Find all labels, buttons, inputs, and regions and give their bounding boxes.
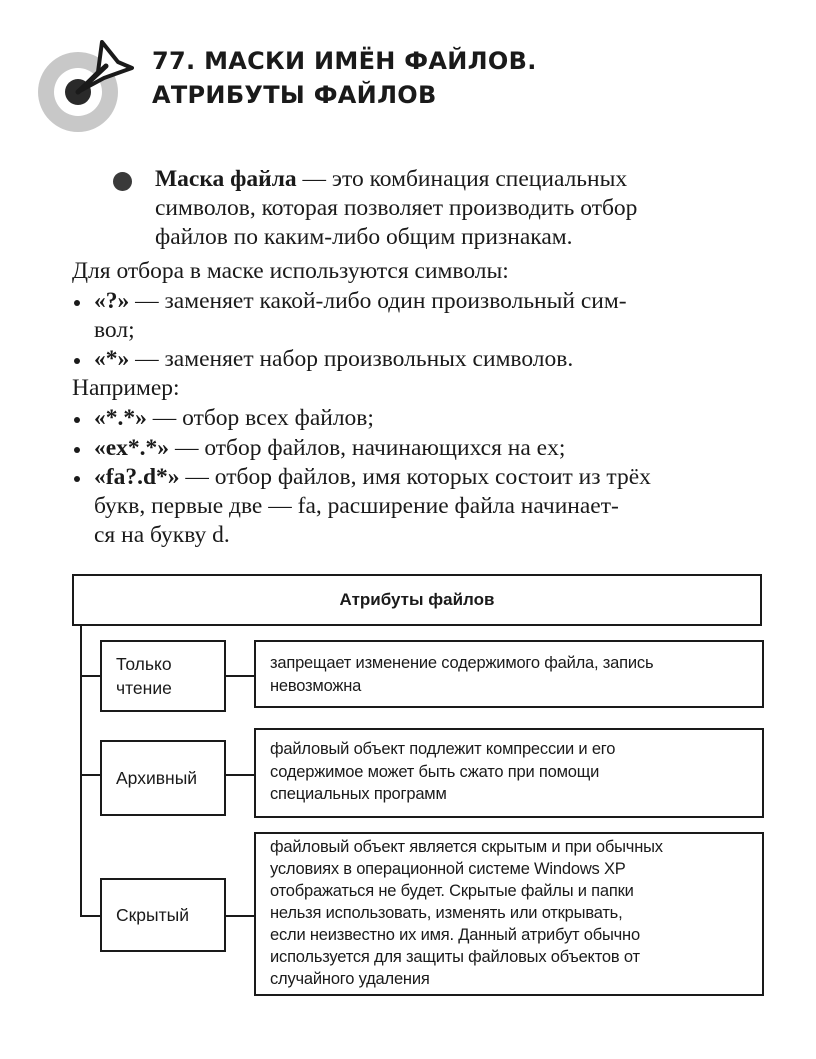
connector-branch bbox=[80, 675, 102, 677]
list-item bbox=[72, 345, 573, 374]
connector-link bbox=[224, 675, 256, 677]
attribute-desc-line: невозможна bbox=[270, 676, 362, 695]
example-mask: «fa?.d*» bbox=[94, 464, 180, 490]
examples-intro: Например: bbox=[72, 375, 180, 401]
definition-line-3: файлов по каким-либо общим признакам. bbox=[155, 224, 573, 250]
bullet-icon bbox=[74, 476, 80, 482]
example-description-cont: букв, первые две — fa, расширение файла начинает- bbox=[94, 493, 619, 519]
attribute-desc-line: файловый объект является скрытым и при обычных bbox=[270, 838, 663, 856]
connector-link bbox=[224, 915, 256, 917]
definition-line-2: символов, которая позволяет производить отбор bbox=[155, 195, 638, 221]
connector-branch bbox=[80, 915, 102, 917]
definition-bullet-icon bbox=[113, 172, 132, 191]
attribute-desc-line: используется для защиты файловых объектов от bbox=[270, 948, 640, 966]
page-title bbox=[152, 44, 537, 112]
attributes-heading: Атрибуты файлов bbox=[72, 574, 762, 626]
connector-branch bbox=[80, 774, 102, 776]
attribute-name-line: чтение bbox=[116, 678, 172, 698]
example-description: — отбор всех файлов; bbox=[146, 405, 374, 431]
symbols-intro: Для отбора в маске используются символы: bbox=[72, 258, 509, 284]
example-mask: «ex*.*» bbox=[94, 435, 170, 461]
example-description-cont: ся на букву d. bbox=[94, 522, 230, 548]
bullet-icon bbox=[74, 300, 80, 306]
definition-line-1: — это комбинация специальных bbox=[296, 166, 628, 192]
attribute-name-readonly bbox=[100, 640, 226, 712]
definition-term: Маска файла bbox=[155, 166, 297, 192]
attribute-name-hidden bbox=[100, 878, 226, 952]
example-description: — отбор файлов, начинающихся на ex; bbox=[169, 435, 566, 461]
attribute-desc-line: запрещает изменение содержимого файла, запись bbox=[270, 654, 654, 672]
page-title-line-1: 77. МАСКИ ИМЁН ФАЙЛОВ. bbox=[152, 47, 537, 75]
example-mask: «*.*» bbox=[94, 405, 147, 431]
connector-link bbox=[224, 774, 256, 776]
attribute-desc-line: если неизвестно их имя. Данный атрибут обычно bbox=[270, 926, 640, 944]
bullet-icon bbox=[74, 417, 80, 423]
attribute-desc-line: условиях в операционной системе Windows XP bbox=[270, 860, 626, 878]
target-arrow-icon bbox=[34, 34, 134, 134]
connector-trunk bbox=[80, 626, 82, 917]
list-item bbox=[72, 287, 627, 345]
symbol-description: — заменяет какой-либо один произвольный сим- bbox=[129, 288, 627, 314]
attribute-desc-line: специальных программ bbox=[270, 785, 447, 803]
symbol-description-cont: вол; bbox=[94, 317, 135, 343]
symbol-description: — заменяет набор произвольных символов. bbox=[129, 346, 574, 372]
list-item bbox=[72, 463, 651, 550]
attribute-name-line: Скрытый bbox=[116, 905, 189, 925]
definition bbox=[155, 165, 767, 252]
attribute-name-line: Только bbox=[116, 654, 172, 674]
list-item bbox=[72, 434, 565, 463]
attribute-name-archive bbox=[100, 740, 226, 816]
attribute-desc-line: отображаться не будет. Скрытые файлы и папки bbox=[270, 882, 634, 900]
symbol-mask: «?» bbox=[94, 288, 130, 314]
example-description: — отбор файлов, имя которых состоит из трёх bbox=[179, 464, 651, 490]
attribute-name-line: Архивный bbox=[116, 768, 198, 788]
bullet-icon bbox=[74, 358, 80, 364]
symbol-mask: «*» bbox=[94, 346, 130, 372]
attribute-desc-line: случайного удаления bbox=[270, 970, 430, 988]
bullet-icon bbox=[74, 447, 80, 453]
attribute-desc-readonly bbox=[254, 640, 764, 708]
attribute-desc-archive bbox=[254, 728, 764, 818]
attribute-desc-hidden bbox=[254, 832, 764, 996]
attribute-desc-line: нельзя использовать, изменять или открывать, bbox=[270, 904, 623, 922]
attribute-desc-line: файловый объект подлежит компрессии и его bbox=[270, 740, 616, 758]
page-title-line-2: АТРИБУТЫ ФАЙЛОВ bbox=[152, 81, 437, 109]
attribute-desc-line: содержимое может быть сжато при помощи bbox=[270, 762, 600, 781]
list-item bbox=[72, 404, 374, 433]
